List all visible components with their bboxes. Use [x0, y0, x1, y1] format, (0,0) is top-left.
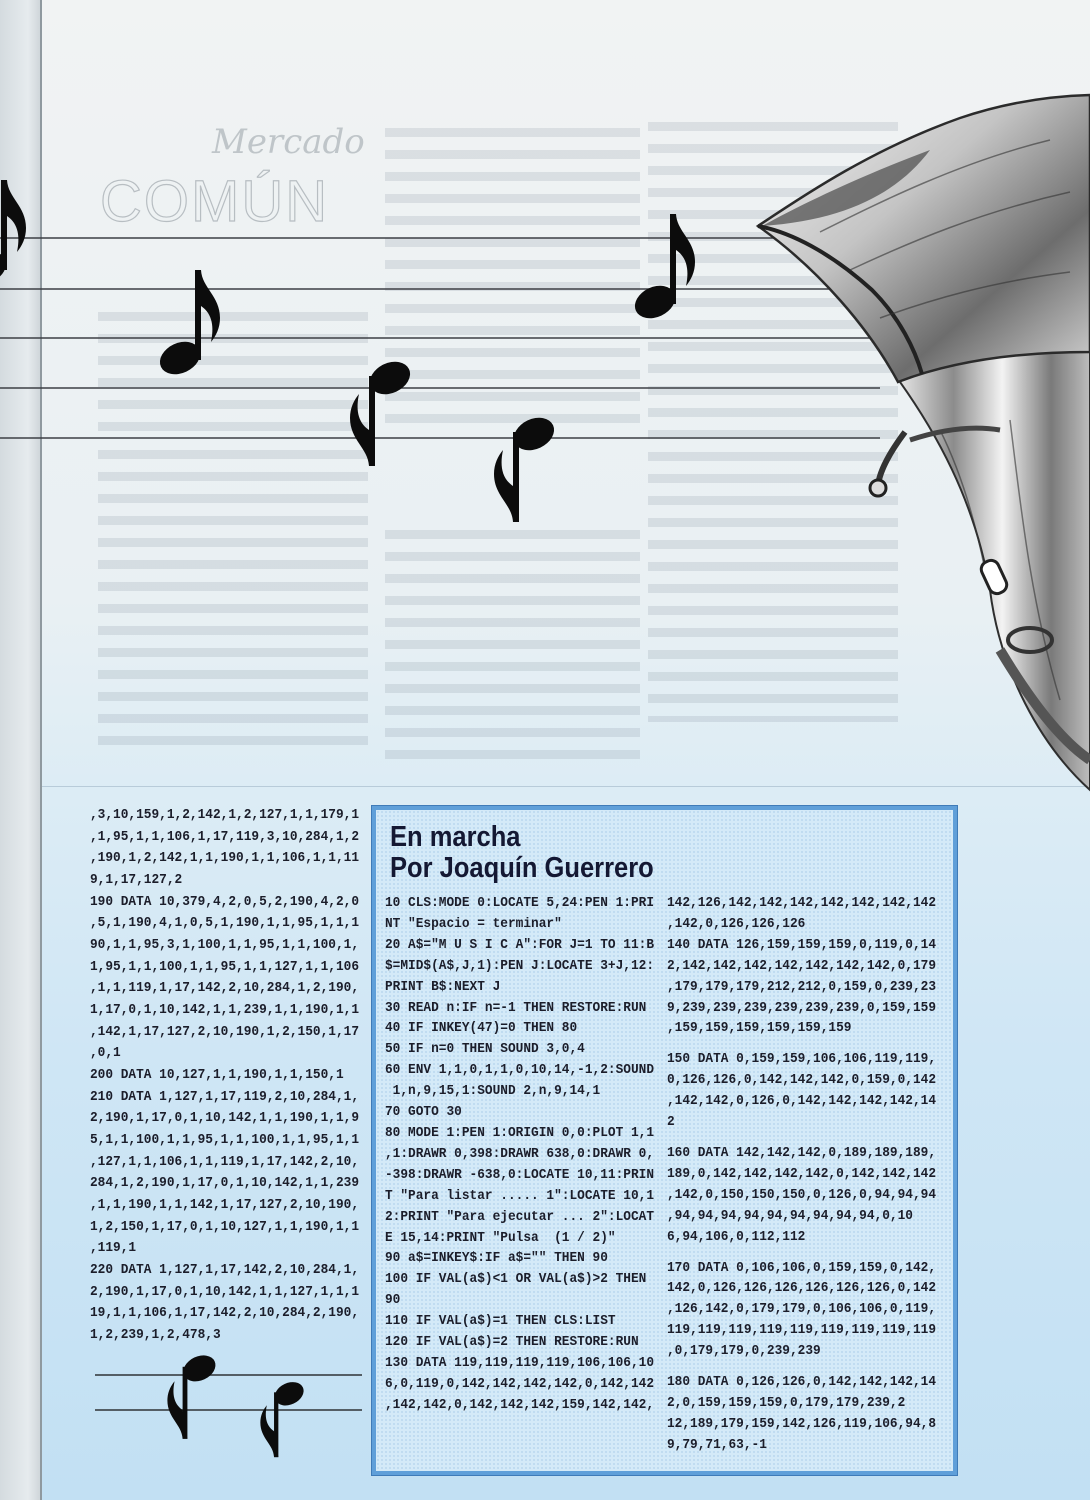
code-line: NT "Espacio = terminar": [385, 915, 562, 932]
code-line: 170 DATA 0,106,106,0,159,159,0,142,: [667, 1259, 937, 1276]
code-line: 30 READ n:IF n=-1 THEN RESTORE:RUN: [385, 999, 647, 1016]
code-line: ,3,10,159,1,2,142,1,2,127,1,1,179,1: [90, 807, 360, 823]
code-line: 19,1,1,106,1,17,142,2,10,284,2,190,: [90, 1305, 360, 1322]
code-line: 40 IF INKEY(47)=0 THEN 80: [385, 1020, 578, 1037]
code-line: ,142,142,0,142,142,142,159,142,142,: [385, 1396, 655, 1413]
music-staff: [0, 238, 880, 438]
code-line: 70 GOTO 30: [385, 1104, 462, 1121]
code-line: 150 DATA 0,159,159,106,106,119,119,: [667, 1051, 937, 1068]
code-line: 90: [385, 1292, 401, 1309]
code-line: 210 DATA 1,127,1,17,119,2,10,284,1,: [90, 1088, 360, 1105]
code-line: 180 DATA 0,126,126,0,142,142,142,14: [667, 1374, 937, 1391]
ghost-heading-script: Mercado: [212, 122, 365, 162]
code-line: 20 A$="M U S I C A":FOR J=1 TO 11:B: [385, 936, 655, 953]
code-line: 10 CLS:MODE 0:LOCATE 5,24:PEN 1:PRI: [385, 895, 655, 911]
program-title: En marcha: [390, 821, 521, 853]
code-line: 120 IF VAL(a$)=2 THEN RESTORE:RUN: [385, 1334, 639, 1351]
code-line: ,1,1,190,1,1,142,1,17,127,2,10,190,: [90, 1197, 360, 1214]
code-line: ,142,0,126,126,126: [667, 915, 806, 932]
code-line: ,179,179,179,212,212,0,159,0,239,23: [667, 978, 937, 995]
code-line: 200 DATA 10,127,1,1,190,1,1,150,1: [90, 1067, 344, 1084]
code-line: ,0,179,179,0,239,239: [667, 1343, 821, 1360]
program-byline: Por Joaquín Guerrero: [390, 852, 654, 884]
code-line: -398:DRAWR -638,0:LOCATE 10,11:PRIN: [385, 1166, 655, 1183]
code-line: 160 DATA 142,142,142,0,189,189,189,: [667, 1144, 937, 1161]
code-line: ,159,159,159,159,159,159: [667, 1020, 852, 1037]
code-line: 60 ENV 1,1,0,1,1,0,10,14,-1,2:SOUND: [385, 1062, 655, 1079]
code-line: ,1,95,1,1,106,1,17,119,3,10,284,1,2: [90, 828, 360, 845]
code-line: ,142,142,0,126,0,142,142,142,142,14: [667, 1093, 937, 1110]
code-line: 6,94,106,0,112,112: [667, 1228, 806, 1245]
code-line: 0,126,126,0,142,142,142,0,159,0,142: [667, 1072, 937, 1089]
code-line: T "Para listar ..... 1":LOCATE 10,1: [385, 1187, 655, 1204]
code-line: 5,1,1,100,1,1,95,1,1,100,1,1,95,1,1: [90, 1132, 360, 1149]
code-line: ,126,142,0,179,179,0,106,106,0,119,: [667, 1301, 937, 1318]
code-line: ,1,1,119,1,17,142,2,10,284,1,2,190,: [90, 980, 360, 997]
code-line: 130 DATA 119,119,119,119,106,106,10: [385, 1354, 655, 1371]
code-line: 100 IF VAL(a$)<1 OR VAL(a$)>2 THEN: [385, 1271, 647, 1288]
code-line: 2: [667, 1114, 675, 1131]
code-line: 2,142,142,142,142,142,142,142,0,179: [667, 957, 937, 974]
code-line: 80 MODE 1:PEN 1:ORIGIN 0,0:PLOT 1,1: [385, 1124, 655, 1141]
code-line: ,0,1: [90, 1045, 121, 1062]
code-line: 6,0,119,0,142,142,142,142,0,142,142: [385, 1375, 655, 1392]
code-line: 2,190,1,17,0,1,10,142,1,1,127,1,1,1: [90, 1283, 360, 1300]
code-line: PRINT B$:NEXT J: [385, 978, 501, 995]
code-line: 1,2,150,1,17,0,1,10,127,1,1,190,1,1: [90, 1218, 360, 1235]
code-line: 90 a$=INKEY$:IF a$="" THEN 90: [385, 1250, 608, 1267]
code-line: 50 IF n=0 THEN SOUND 3,0,4: [385, 1041, 585, 1058]
code-line: 142,126,142,142,142,142,142,142,142: [667, 895, 937, 911]
code-line: 119,119,119,119,119,119,119,119,119: [667, 1322, 937, 1339]
code-line: 1,n,9,15,1:SOUND 2,n,9,14,1: [385, 1083, 601, 1100]
code-line: 190 DATA 10,379,4,2,0,5,2,190,4,2,0: [90, 893, 360, 910]
code-line: 12,189,179,159,142,126,119,106,94,8: [667, 1415, 937, 1432]
code-line: 9,239,239,239,239,239,239,0,159,159: [667, 999, 937, 1016]
eighth-note-icon: [630, 214, 695, 324]
eighth-note-icon: [260, 1378, 307, 1458]
code-listing-column-1: [385, 893, 654, 1416]
code-line: 2:PRINT "Para ejecutar ... 2":LOCAT: [385, 1208, 655, 1225]
eighth-note-icon: [494, 412, 559, 522]
code-line: 1,17,0,1,10,142,1,1,239,1,1,190,1,1: [90, 1002, 360, 1019]
code-line: 110 IF VAL(a$)=1 THEN CLS:LIST: [385, 1313, 616, 1330]
code-listing-continued: [90, 805, 359, 1347]
code-line: ,142,0,150,150,150,0,126,0,94,94,94: [667, 1186, 937, 1203]
music-staff: [95, 1375, 362, 1410]
code-line: ,94,94,94,94,94,94,94,94,94,0,10: [667, 1207, 913, 1224]
program-listing-box: [372, 806, 957, 1475]
code-line: 9,1,17,127,2: [90, 872, 183, 889]
eighth-note-icon: [350, 356, 415, 466]
code-line: ,1:DRAWR 0,398:DRAWR 638,0:DRAWR 0,: [385, 1145, 655, 1162]
code-line: ,190,1,2,142,1,1,190,1,1,106,1,1,11: [90, 850, 360, 867]
code-line: 2,0,159,159,159,0,179,179,239,2: [667, 1394, 906, 1411]
code-line: ,119,1: [90, 1240, 137, 1257]
code-line: 189,0,142,142,142,142,0,142,142,142: [667, 1165, 937, 1182]
code-line: 1,95,1,1,100,1,1,95,1,1,127,1,1,106: [90, 958, 360, 975]
code-listing-column-2: [667, 893, 936, 1456]
tuba-illustration: [758, 95, 1090, 790]
eighth-note-icon: [155, 270, 220, 380]
eighth-note-icon: [167, 1350, 219, 1438]
code-line: 2,190,1,17,0,1,10,142,1,1,190,1,1,9: [90, 1110, 360, 1127]
code-line: 220 DATA 1,127,1,17,142,2,10,284,1,: [90, 1262, 360, 1279]
code-line: 90,1,1,95,3,1,100,1,1,95,1,1,100,1,: [90, 937, 360, 954]
code-line: 284,1,2,190,1,17,0,1,10,142,1,1,239: [90, 1175, 360, 1192]
code-line: 142,0,126,126,126,126,126,126,0,142: [667, 1280, 937, 1297]
ghost-heading-outline: COMÚN: [100, 169, 330, 234]
code-line: 140 DATA 126,159,159,159,0,119,0,14: [667, 936, 937, 953]
code-line: ,127,1,1,106,1,1,119,1,17,142,2,10,: [90, 1153, 360, 1170]
code-line: E 15,14:PRINT "Pulsa (1 / 2)": [385, 1229, 616, 1246]
eighth-note-icon: [0, 180, 26, 290]
code-line: $=MID$(A$,J,1):PEN J:LOCATE 3+J,12:: [385, 957, 655, 974]
code-line: ,5,1,190,4,1,0,5,1,190,1,1,95,1,1,1: [90, 915, 360, 932]
code-line: ,142,1,17,127,2,10,190,1,2,150,1,17: [90, 1023, 360, 1040]
code-line: 9,79,71,63,-1: [667, 1436, 767, 1453]
code-line: 1,2,239,1,2,478,3: [90, 1327, 221, 1344]
